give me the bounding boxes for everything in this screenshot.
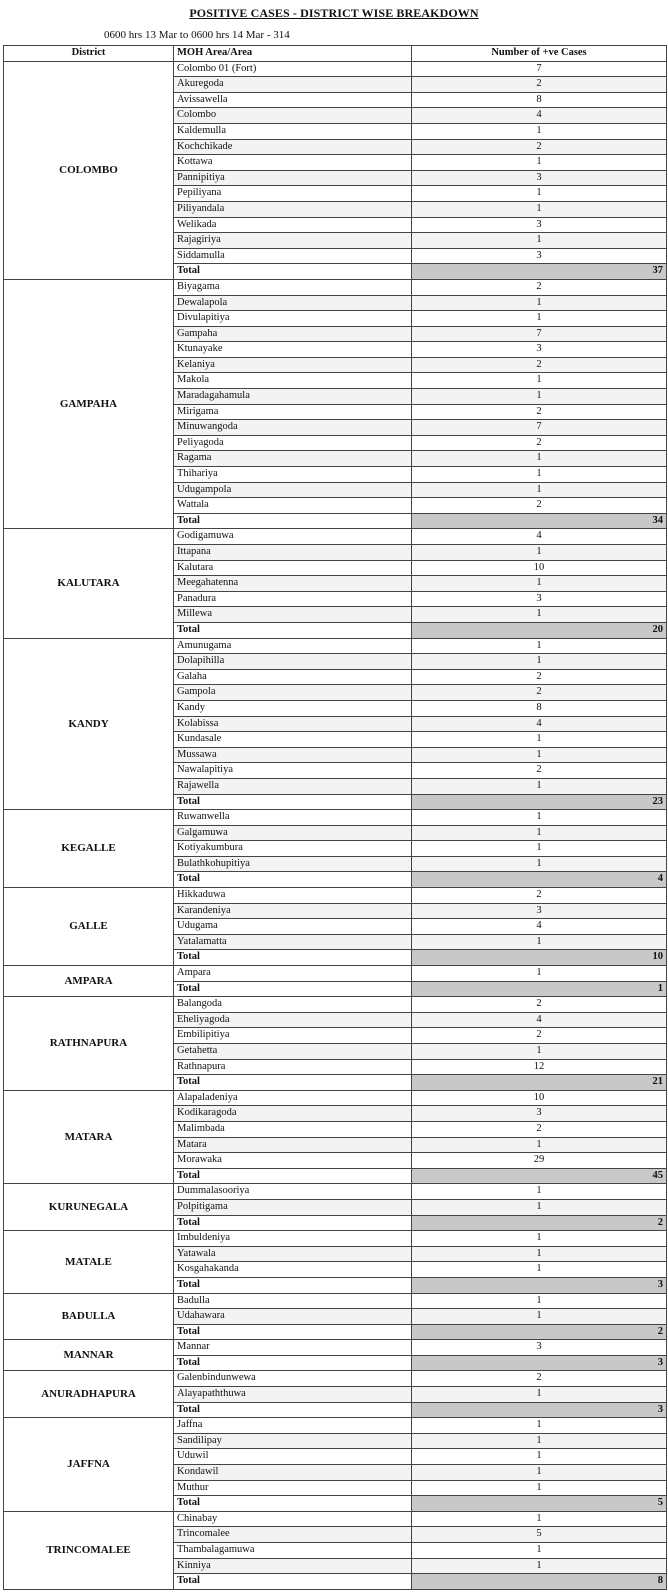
cases-cell: 1	[412, 732, 667, 748]
moh-area-cell: Ktunayake	[174, 342, 412, 358]
moh-area-cell: Karandeniya	[174, 903, 412, 919]
moh-area-cell: Akuregoda	[174, 77, 412, 93]
cases-cell: 7	[412, 420, 667, 436]
cases-cell: 1	[412, 1231, 667, 1247]
moh-area-cell: Udugama	[174, 919, 412, 935]
table-row	[4, 888, 667, 904]
moh-area-cell: Minuwangoda	[174, 420, 412, 436]
district-total-value: 34	[412, 513, 667, 529]
moh-area-cell: Bulathkohupitiya	[174, 856, 412, 872]
moh-area-cell: Thambalagamuwa	[174, 1543, 412, 1559]
moh-area-cell: Maradagahamula	[174, 389, 412, 405]
district-name: AMPARA	[4, 966, 174, 997]
moh-area-cell: Thihariya	[174, 467, 412, 483]
table-row	[4, 1371, 667, 1387]
moh-area-cell: Matara	[174, 1137, 412, 1153]
cases-cell: 4	[412, 716, 667, 732]
moh-area-cell: Galaha	[174, 669, 412, 685]
moh-area-cell: Mussawa	[174, 747, 412, 763]
moh-area-cell: Colombo	[174, 108, 412, 124]
cases-cell: 3	[412, 170, 667, 186]
moh-area-cell: Kaldemulla	[174, 123, 412, 139]
moh-area-cell: Embilipitiya	[174, 1028, 412, 1044]
cases-cell: 3	[412, 903, 667, 919]
cases-cell: 1	[412, 856, 667, 872]
district-column-header: District	[4, 46, 174, 62]
moh-area-cell: Sandilipay	[174, 1433, 412, 1449]
cases-cell: 1	[412, 1044, 667, 1060]
district-name: GAMPAHA	[4, 279, 174, 529]
cases-cell: 1	[412, 654, 667, 670]
cases-cell: 1	[412, 1387, 667, 1403]
moh-area-cell: Kundasale	[174, 732, 412, 748]
cases-cell: 1	[412, 1418, 667, 1434]
moh-area-cell: Mannar	[174, 1340, 412, 1356]
moh-area-cell: Panadura	[174, 591, 412, 607]
district-total-value: 3	[412, 1355, 667, 1371]
cases-cell: 3	[412, 248, 667, 264]
cases-cell: 1	[412, 1558, 667, 1574]
cases-cell: 1	[412, 295, 667, 311]
cases-cell: 1	[412, 1293, 667, 1309]
document-subtitle: 0600 hrs 13 Mar to 0600 hrs 14 Mar - 314	[104, 29, 290, 41]
cases-cell: 1	[412, 233, 667, 249]
district-name: KANDY	[4, 638, 174, 810]
moh-area-cell: Eheliyagoda	[174, 1012, 412, 1028]
moh-area-cell: Ruwanwella	[174, 810, 412, 826]
cases-cell: 1	[412, 311, 667, 327]
cases-cell: 1	[412, 1543, 667, 1559]
cases-cell: 1	[412, 747, 667, 763]
moh-area-cell: Getahetta	[174, 1044, 412, 1060]
total-label: Total	[174, 1355, 412, 1371]
district-total-value: 45	[412, 1168, 667, 1184]
cases-cell: 1	[412, 1137, 667, 1153]
cases-cell: 7	[412, 61, 667, 77]
cases-cell: 1	[412, 389, 667, 405]
moh-area-cell: Kelaniya	[174, 357, 412, 373]
moh-area-cell: Rajawella	[174, 778, 412, 794]
district-total-value: 21	[412, 1075, 667, 1091]
cases-cell: 1	[412, 201, 667, 217]
cases-cell: 1	[412, 638, 667, 654]
moh-area-cell: Polpitigama	[174, 1199, 412, 1215]
cases-cell: 2	[412, 498, 667, 514]
total-label: Total	[174, 513, 412, 529]
moh-area-cell: Udahawara	[174, 1309, 412, 1325]
moh-area-cell: Nawalapitiya	[174, 763, 412, 779]
cases-cell: 2	[412, 1121, 667, 1137]
cases-cell: 5	[412, 1527, 667, 1543]
table-row	[4, 966, 667, 982]
cases-cell: 4	[412, 919, 667, 935]
moh-area-cell: Badulla	[174, 1293, 412, 1309]
moh-area-cell: Godigamuwa	[174, 529, 412, 545]
cases-cell: 2	[412, 763, 667, 779]
moh-area-cell: Gampaha	[174, 326, 412, 342]
cases-cell: 1	[412, 934, 667, 950]
cases-cell: 1	[412, 825, 667, 841]
cases-cell: 1	[412, 607, 667, 623]
table-row	[4, 279, 667, 295]
district-name: BADULLA	[4, 1293, 174, 1340]
district-total-value: 2	[412, 1215, 667, 1231]
cases-cell: 1	[412, 467, 667, 483]
cases-cell: 1	[412, 1465, 667, 1481]
cases-cell: 2	[412, 435, 667, 451]
moh-area-cell: Alapaladeniya	[174, 1090, 412, 1106]
moh-area-cell: Kondawil	[174, 1465, 412, 1481]
moh-area-cell: Meegahatenna	[174, 576, 412, 592]
table-row	[4, 529, 667, 545]
cases-cell: 7	[412, 326, 667, 342]
moh-area-cell: Amunugama	[174, 638, 412, 654]
total-label: Total	[174, 794, 412, 810]
cases-cell: 2	[412, 404, 667, 420]
district-name: MATALE	[4, 1231, 174, 1293]
moh-area-cell: Avissawella	[174, 92, 412, 108]
total-label: Total	[174, 1324, 412, 1340]
moh-area-cell: Kodikaragoda	[174, 1106, 412, 1122]
cases-cell: 1	[412, 810, 667, 826]
district-total-value: 10	[412, 950, 667, 966]
moh-area-cell: Ittapana	[174, 545, 412, 561]
table-row	[4, 1293, 667, 1309]
cases-cell: 29	[412, 1153, 667, 1169]
moh-area-cell: Dolapihilla	[174, 654, 412, 670]
cases-cell: 2	[412, 1028, 667, 1044]
cases-cell: 2	[412, 77, 667, 93]
moh-area-cell: Kalutara	[174, 560, 412, 576]
total-label: Total	[174, 950, 412, 966]
moh-area-cell: Chinabay	[174, 1511, 412, 1527]
moh-area-cell: Wattala	[174, 498, 412, 514]
total-label: Total	[174, 1402, 412, 1418]
district-total-value: 20	[412, 622, 667, 638]
district-total-value: 5	[412, 1496, 667, 1512]
cases-cell: 8	[412, 700, 667, 716]
cases-column-header: Number of +ve Cases	[412, 46, 667, 62]
cases-cell: 1	[412, 576, 667, 592]
district-total-value: 1	[412, 981, 667, 997]
moh-area-cell: Peliyagoda	[174, 435, 412, 451]
cases-cell: 2	[412, 888, 667, 904]
cases-cell: 3	[412, 217, 667, 233]
moh-area-cell: Galgamuwa	[174, 825, 412, 841]
district-total-value: 37	[412, 264, 667, 280]
moh-area-cell: Siddamulla	[174, 248, 412, 264]
moh-area-cell: Millewa	[174, 607, 412, 623]
moh-area-cell: Pannipitiya	[174, 170, 412, 186]
cases-cell: 1	[412, 841, 667, 857]
moh-area-cell: Ragama	[174, 451, 412, 467]
total-label: Total	[174, 1277, 412, 1293]
district-name: KEGALLE	[4, 810, 174, 888]
moh-area-cell: Kochchikade	[174, 139, 412, 155]
moh-area-cell: Kotiyakumbura	[174, 841, 412, 857]
moh-area-cell: Piliyandala	[174, 201, 412, 217]
cases-cell: 1	[412, 123, 667, 139]
district-name: MANNAR	[4, 1340, 174, 1371]
cases-cell: 1	[412, 1449, 667, 1465]
moh-area-cell: Divulapitiya	[174, 311, 412, 327]
table-row	[4, 810, 667, 826]
moh-area-cell: Kinniya	[174, 1558, 412, 1574]
table-row	[4, 1184, 667, 1200]
district-name: KURUNEGALA	[4, 1184, 174, 1231]
cases-cell: 2	[412, 685, 667, 701]
moh-area-cell: Alayapaththuwa	[174, 1387, 412, 1403]
moh-area-cell: Kandy	[174, 700, 412, 716]
moh-area-cell: Welikada	[174, 217, 412, 233]
moh-area-cell: Morawaka	[174, 1153, 412, 1169]
district-total-value: 23	[412, 794, 667, 810]
table-row	[4, 61, 667, 77]
moh-area-cell: Trincomalee	[174, 1527, 412, 1543]
table-row	[4, 638, 667, 654]
district-total-value: 8	[412, 1574, 667, 1590]
cases-cell: 1	[412, 1246, 667, 1262]
cases-cell: 8	[412, 92, 667, 108]
total-label: Total	[174, 264, 412, 280]
cases-cell: 2	[412, 139, 667, 155]
moh-area-cell: Rajagiriya	[174, 233, 412, 249]
cases-cell: 1	[412, 966, 667, 982]
moh-area-cell: Udugampola	[174, 482, 412, 498]
cases-cell: 10	[412, 560, 667, 576]
total-label: Total	[174, 1075, 412, 1091]
table-row	[4, 1511, 667, 1527]
moh-area-cell: Colombo 01 (Fort)	[174, 61, 412, 77]
cases-cell: 3	[412, 1340, 667, 1356]
total-label: Total	[174, 622, 412, 638]
cases-cell: 2	[412, 279, 667, 295]
cases-cell: 1	[412, 778, 667, 794]
moh-area-cell: Muthur	[174, 1480, 412, 1496]
district-name: TRINCOMALEE	[4, 1511, 174, 1589]
moh-area-cell: Makola	[174, 373, 412, 389]
area-column-header: MOH Area/Area	[174, 46, 412, 62]
cases-cell: 1	[412, 1480, 667, 1496]
table-row	[4, 997, 667, 1013]
table-row	[4, 1418, 667, 1434]
moh-area-cell: Balangoda	[174, 997, 412, 1013]
cases-cell: 4	[412, 108, 667, 124]
district-cases-table	[3, 45, 667, 1590]
cases-cell: 3	[412, 591, 667, 607]
district-total-value: 4	[412, 872, 667, 888]
moh-area-cell: Kottawa	[174, 155, 412, 171]
moh-area-cell: Gampola	[174, 685, 412, 701]
cases-cell: 1	[412, 1309, 667, 1325]
cases-cell: 1	[412, 1433, 667, 1449]
moh-area-cell: Rathnapura	[174, 1059, 412, 1075]
cases-cell: 1	[412, 1184, 667, 1200]
cases-cell: 1	[412, 155, 667, 171]
moh-area-cell: Uduwil	[174, 1449, 412, 1465]
moh-area-cell: Pepiliyana	[174, 186, 412, 202]
cases-cell: 10	[412, 1090, 667, 1106]
cases-cell: 1	[412, 186, 667, 202]
moh-area-cell: Ampara	[174, 966, 412, 982]
total-label: Total	[174, 981, 412, 997]
total-label: Total	[174, 1168, 412, 1184]
moh-area-cell: Dewalapola	[174, 295, 412, 311]
moh-area-cell: Imbuldeniya	[174, 1231, 412, 1247]
moh-area-cell: Yatawala	[174, 1246, 412, 1262]
table-body	[4, 61, 667, 1589]
moh-area-cell: Mirigama	[174, 404, 412, 420]
district-name: COLOMBO	[4, 61, 174, 279]
cases-cell: 4	[412, 529, 667, 545]
moh-area-cell: Biyagama	[174, 279, 412, 295]
cases-cell: 1	[412, 1262, 667, 1278]
moh-area-cell: Yatalamatta	[174, 934, 412, 950]
district-name: KALUTARA	[4, 529, 174, 638]
cases-cell: 3	[412, 342, 667, 358]
cases-cell: 1	[412, 1199, 667, 1215]
moh-area-cell: Hikkaduwa	[174, 888, 412, 904]
district-total-value: 3	[412, 1277, 667, 1293]
moh-area-cell: Galenbindunwewa	[174, 1371, 412, 1387]
cases-cell: 3	[412, 1106, 667, 1122]
district-name: RATHNAPURA	[4, 997, 174, 1091]
total-label: Total	[174, 872, 412, 888]
cases-cell: 1	[412, 482, 667, 498]
table-row	[4, 1090, 667, 1106]
district-name: JAFFNA	[4, 1418, 174, 1512]
table-header-row	[4, 46, 667, 62]
moh-area-cell: Kolabissa	[174, 716, 412, 732]
cases-cell: 1	[412, 373, 667, 389]
district-name: ANURADHAPURA	[4, 1371, 174, 1418]
total-label: Total	[174, 1496, 412, 1512]
moh-area-cell: Jaffna	[174, 1418, 412, 1434]
cases-cell: 2	[412, 1371, 667, 1387]
district-total-value: 3	[412, 1402, 667, 1418]
cases-cell: 4	[412, 1012, 667, 1028]
cases-cell: 1	[412, 451, 667, 467]
district-name: MATARA	[4, 1090, 174, 1184]
document-title: POSITIVE CASES - DISTRICT WISE BREAKDOWN	[189, 6, 479, 20]
district-name: GALLE	[4, 888, 174, 966]
total-label: Total	[174, 1574, 412, 1590]
moh-area-cell: Dummalasooriya	[174, 1184, 412, 1200]
district-total-value: 2	[412, 1324, 667, 1340]
cases-cell: 1	[412, 1511, 667, 1527]
moh-area-cell: Kosgahakanda	[174, 1262, 412, 1278]
cases-cell: 12	[412, 1059, 667, 1075]
cases-cell: 2	[412, 997, 667, 1013]
cases-cell: 1	[412, 545, 667, 561]
total-label: Total	[174, 1215, 412, 1231]
table-row	[4, 1340, 667, 1356]
moh-area-cell: Malimbada	[174, 1121, 412, 1137]
cases-cell: 2	[412, 357, 667, 373]
cases-cell: 2	[412, 669, 667, 685]
table-row	[4, 1231, 667, 1247]
